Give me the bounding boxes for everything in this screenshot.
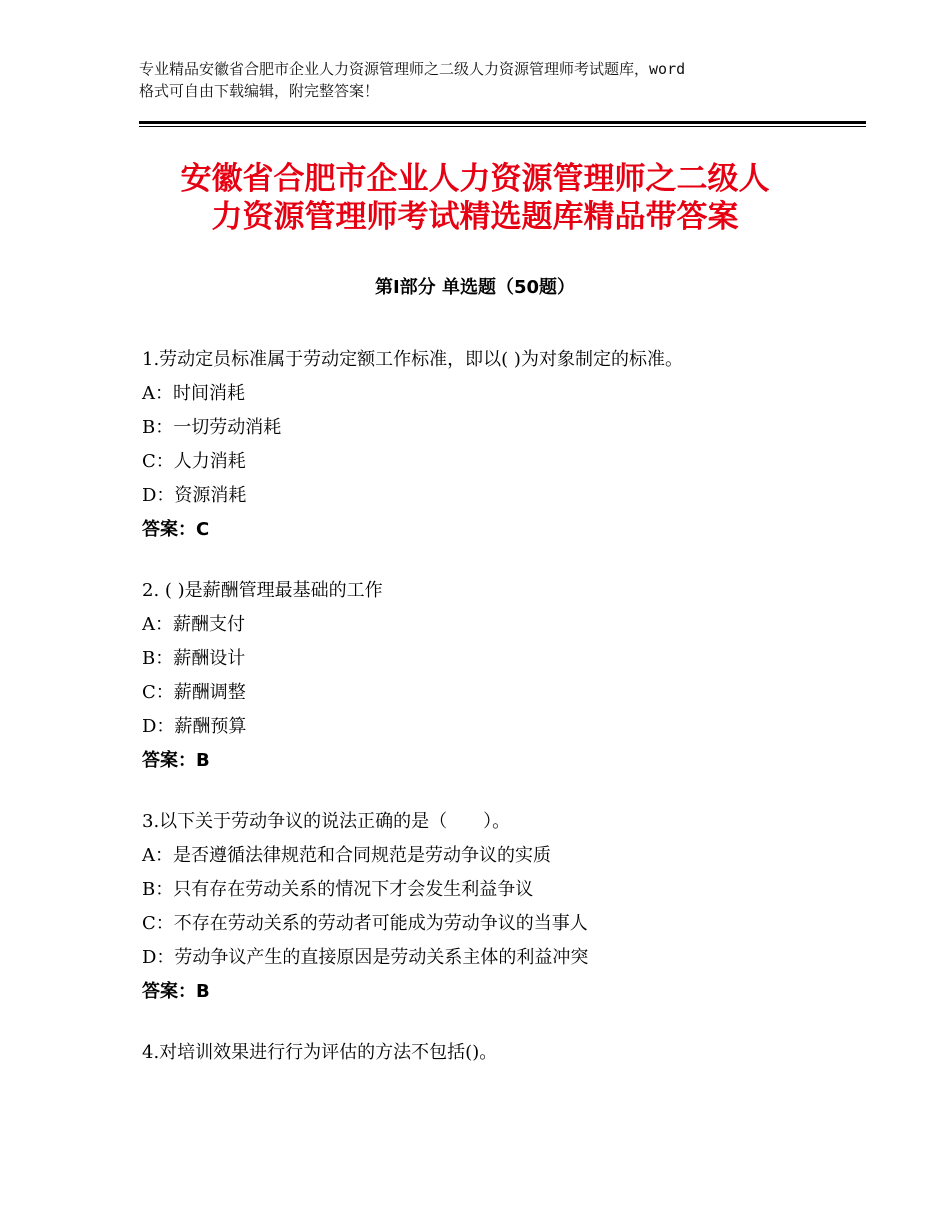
- answer: 答案：B: [142, 981, 210, 1002]
- option-b: B：一切劳动消耗: [142, 417, 282, 438]
- document-title-line-2: 力资源管理师考试精选题库精品带答案: [211, 199, 739, 235]
- option-d: D：劳动争议产生的直接原因是劳动关系主体的利益冲突: [142, 947, 589, 968]
- option-d: D：资源消耗: [142, 485, 247, 506]
- option-b: B：薪酬设计: [142, 648, 246, 669]
- header-note-line-1: 专业精品安徽省合肥市企业人力资源管理师之二级人力资源管理师考试题库，word: [139, 60, 686, 78]
- question-stem: 1.劳动定员标准属于劳动定额工作标准，即以( )为对象制定的标准。: [142, 349, 683, 370]
- document-title: [120, 160, 830, 236]
- question-stem: 4.对培训效果进行行为评估的方法不包括()。: [142, 1042, 498, 1063]
- answer: 答案：B: [142, 750, 210, 771]
- option-b: B：只有存在劳动关系的情况下才会发生利益争议: [142, 879, 534, 900]
- question-2: [142, 574, 862, 778]
- option-c: C：不存在劳动关系的劳动者可能成为劳动争议的当事人: [142, 913, 588, 934]
- question-3: [142, 805, 862, 1009]
- question-stem: 3.以下关于劳动争议的说法正确的是（ ）。: [142, 811, 511, 832]
- header-note-line-2: 格式可自由下载编辑，附完整答案！: [139, 82, 380, 100]
- header-note: [139, 58, 839, 102]
- question-1: [142, 343, 862, 547]
- answer: 答案：C: [142, 519, 210, 540]
- option-c: C：薪酬调整: [142, 682, 246, 703]
- section-title: 第Ⅰ部分 单选题（50题）: [374, 277, 575, 298]
- header-divider-thick: [139, 121, 866, 124]
- option-c: C：人力消耗: [142, 451, 246, 472]
- question-4: [142, 1036, 862, 1070]
- question-list: [142, 343, 862, 1097]
- option-a: A：是否遵循法律规范和合同规范是劳动争议的实质: [142, 845, 551, 866]
- option-d: D：薪酬预算: [142, 716, 247, 737]
- question-stem: 2. ( )是薪酬管理最基础的工作: [142, 580, 383, 601]
- option-a: A：薪酬支付: [142, 614, 245, 635]
- header-divider-thin: [139, 126, 866, 127]
- document-title-line-1: 安徽省合肥市企业人力资源管理师之二级人: [180, 161, 770, 197]
- option-a: A：时间消耗: [142, 383, 245, 404]
